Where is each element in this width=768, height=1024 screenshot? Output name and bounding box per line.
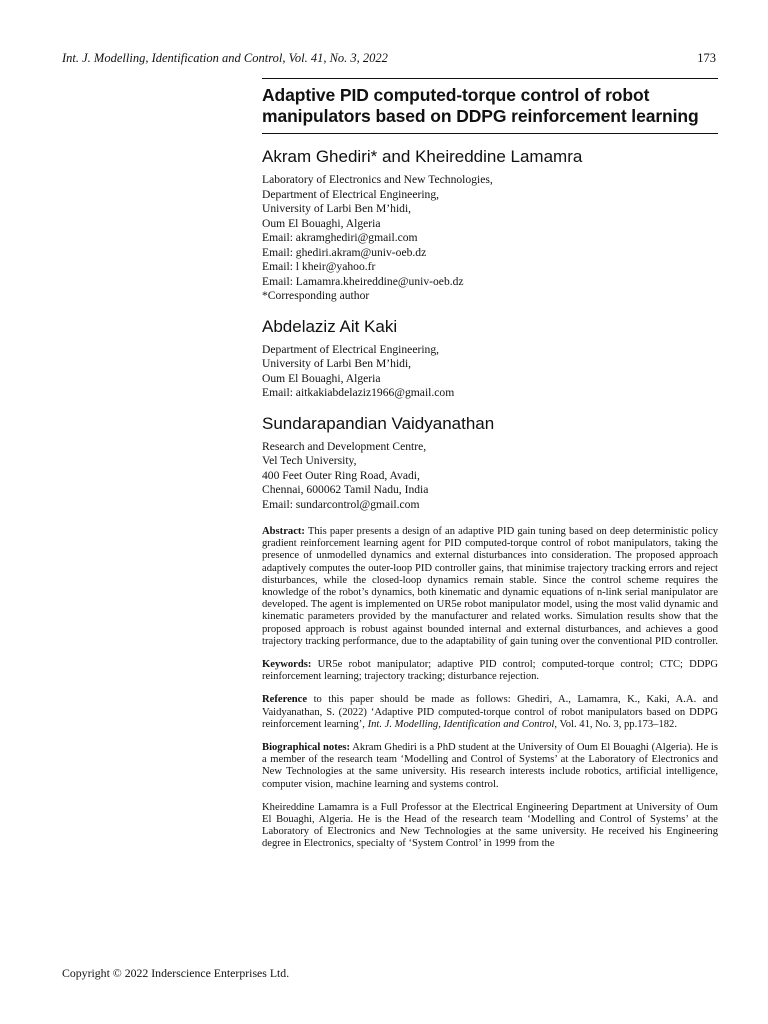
biographical-notes-2: Kheireddine Lamamra is a Full Professor at the Electrical Engineering Department at University of Oum El Bouaghi, Algeria. He is the Head of the research team ‘Modelling and Control of Systems’ at the Laboratory of Electronics and New Technologies at the same university. He received his Engineering degree in Electronics, specialty of ‘System Control’ in 1999 from the bbox=[262, 801, 718, 850]
affiliation-email: Email: aitkakiabdelaziz1966@gmail.com bbox=[262, 386, 455, 399]
top-rule bbox=[262, 78, 718, 79]
bio-label: Biographical notes: bbox=[262, 742, 351, 754]
reference-label: Reference bbox=[262, 694, 308, 706]
reference-text-tail: , Vol. 41, No. 3, pp.173–182. bbox=[554, 718, 677, 730]
corresponding-author-note: *Corresponding author bbox=[262, 289, 370, 302]
affiliation-line: Department of Electrical Engineering, bbox=[262, 187, 440, 201]
affiliation-email: Email: akramghediri@gmail.com bbox=[262, 231, 418, 244]
author-affiliation bbox=[262, 173, 718, 304]
affiliation-line: Chennai, 600062 Tamil Nadu, India bbox=[262, 483, 429, 496]
author-block-1 bbox=[262, 147, 718, 304]
author-name: Abdelaziz Ait Kaki bbox=[262, 316, 398, 336]
keywords-text: UR5e robot manipulator; adaptive PID control; computed-torque control; CTC; DDPG reinforcement learning; trajectory tracking; disturbance rejection. bbox=[262, 659, 719, 683]
affiliation-line: Oum El Bouaghi, Algeria bbox=[262, 371, 381, 385]
article-column bbox=[262, 78, 718, 851]
abstract-label: Abstract: bbox=[262, 526, 305, 537]
affiliation-line: Research and Development Centre, bbox=[262, 439, 427, 453]
author-affiliation bbox=[262, 440, 718, 513]
affiliation-line: 400 Feet Outer Ring Road, Avadi, bbox=[262, 468, 420, 482]
keywords-label: Keywords: bbox=[262, 659, 312, 671]
affiliation-line: University of Larbi Ben M’hidi, bbox=[262, 202, 412, 215]
author-name: Sundarapandian Vaidyanathan bbox=[262, 413, 495, 433]
author-name: Akram Ghediri* and Kheireddine Lamamra bbox=[262, 147, 583, 166]
keywords bbox=[262, 659, 718, 683]
affiliation-line: Oum El Bouaghi, Algeria bbox=[262, 216, 381, 230]
reference-text: to this paper should be made as follows: Ghediri, A., Lamamra, K., Kaki, A.A. and Vaidyanathan, S. (2022) ‘Adaptive PID computed-torque control of robot manipulators based on DDPG reinforcement learning’, bbox=[262, 694, 718, 730]
bio-text: Akram Ghediri is a PhD student at the University of Oum El Bouaghi (Algeria). He is a member of the research team ‘Modelling and Control of Systems’ at the Laboratory of Electronics and New Technologies at the same university. His research interests include robotics, artificial intelligence, computer vision, machine learning and systems control. bbox=[262, 742, 718, 790]
affiliation-line: Laboratory of Electronics and New Technologies, bbox=[262, 173, 493, 186]
author-block-2 bbox=[262, 317, 718, 401]
running-head bbox=[62, 51, 716, 66]
title-bottom-rule bbox=[262, 133, 718, 134]
author-block-3 bbox=[262, 414, 718, 513]
article-title: Adaptive PID computed-torque control of robot manipulators based on DDPG reinforcement learning bbox=[262, 85, 699, 126]
affiliation-line: University of Larbi Ben M’hidi, bbox=[262, 357, 412, 370]
affiliation-line: Department of Electrical Engineering, bbox=[262, 342, 440, 356]
abstract bbox=[262, 526, 718, 648]
page-number: 173 bbox=[697, 51, 716, 65]
affiliation-line: Vel Tech University, bbox=[262, 454, 357, 467]
affiliation-email: Email: l kheir@yahoo.fr bbox=[262, 260, 376, 273]
author-affiliation bbox=[262, 343, 718, 401]
journal-citation: Int. J. Modelling, Identification and Control, Vol. 41, No. 3, 2022 bbox=[62, 51, 388, 65]
affiliation-email: Email: sundarcontrol@gmail.com bbox=[262, 497, 420, 511]
affiliation-email: Email: Lamamra.kheireddine@univ-oeb.dz bbox=[262, 274, 464, 288]
affiliation-email: Email: ghediri.akram@univ-oeb.dz bbox=[262, 245, 427, 259]
abstract-text: This paper presents a design of an adaptive PID gain tuning based on deep deterministic policy gradient reinforcement learning agent for PID computed-torque control of robot manipulators, taking the presence of unmodelled dynamics and external disturbances into consideration. The proposed approach adaptively computes the outer-loop PID controller gains, that minimise trajectory tracking errors and reject disturbances, while the closed-loop dynamics remain stable. Since the control scheme requires the knowledge of the robot’s dynamics, both kinematic and dynamic equations of n-link serial manipulator are developed. The agent is implemented on UR5e robot manipulator model, using the most valid dynamic and kinematic parameters provided by the manufacturer and related works. Simulation results show that the proposed approach is robust against bounded internal and external disturbances, and achieves a good trajectory tracking performance, due to the adaptability of gain tuning over the conventional PID controller. bbox=[262, 526, 718, 647]
biographical-notes bbox=[262, 742, 718, 791]
reference-journal: Int. J. Modelling, Identification and Control bbox=[367, 718, 555, 730]
copyright-footer: Copyright © 2022 Inderscience Enterprises Ltd. bbox=[62, 966, 290, 980]
reference bbox=[262, 694, 718, 731]
